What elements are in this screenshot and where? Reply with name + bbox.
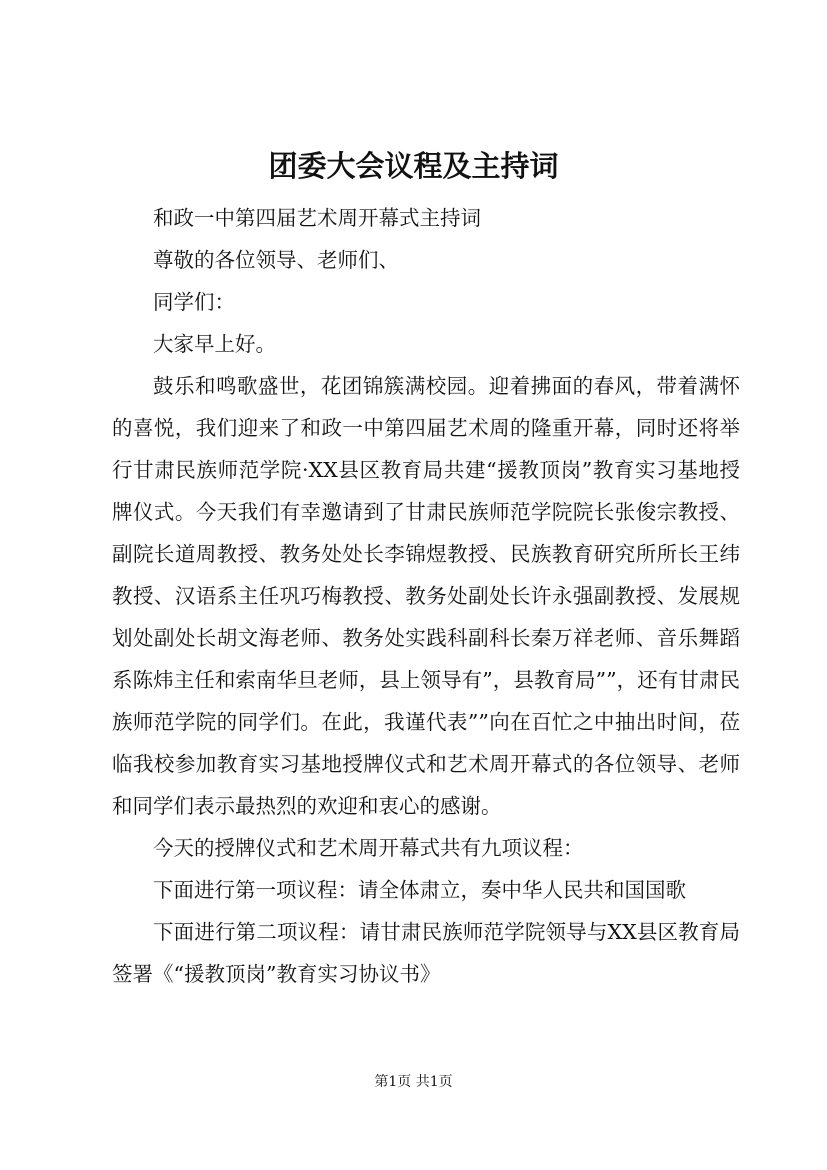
page-footer: 第1页 共1页 [374, 1074, 453, 1090]
opening-speech-paragraph: 鼓乐和鸣歌盛世，花团锦簇满校园。迎着拂面的春风，带着满怀的喜悦，我们迎来了和政一中第四届艺术周的隆重开幕，同时还将举行甘肃民族师范学院·XX县区教育局共建“援教顶岗”教育实习基地授牌仪式。今天我们有幸邀请到了甘肃民族师范学院院长张俊宗教授、副院长道周教授、教务处处长李锦煜教授、民族教育研究所所长王纬教授、汉语系主任巩巧梅教授、教务处副处长许永强副教授、发展规划处副处长胡文海老师、教务处实践科副科长秦万祥老师、音乐舞蹈系陈炜主任和索南华旦老师，县上领导有”，县教育局””，还有甘肃民族师范学院的同学们。在此，我谨代表””向在百忙之中抽出时间，莅临我校参加教育实习基地授牌仪式和艺术周开幕式的各位领导、老师和同学们表示最热烈的欢迎和衷心的感谢。 [112, 374, 740, 818]
greeting-paragraph: 大家早上好。 [153, 332, 276, 356]
agenda-item-2-paragraph: 下面进行第二项议程：请甘肃民族师范学院领导与XX县区教育局签署《“援教顶岗”教育实习协议书》 [112, 920, 740, 986]
document-title: 团委大会议程及主持词 [268, 149, 559, 183]
salutation-paragraph: 尊敬的各位领导、老师们、 [153, 248, 399, 272]
agenda-item-1-paragraph: 下面进行第一项议程：请全体肃立，奏中华人民共和国国歌 [153, 878, 686, 902]
document-body [112, 197, 740, 995]
salutation-continued-paragraph: 同学们： [153, 290, 235, 314]
subtitle-paragraph: 和政一中第四届艺术周开幕式主持词 [153, 206, 481, 230]
agenda-intro-paragraph: 今天的授牌仪式和艺术周开幕式共有九项议程： [153, 836, 584, 860]
